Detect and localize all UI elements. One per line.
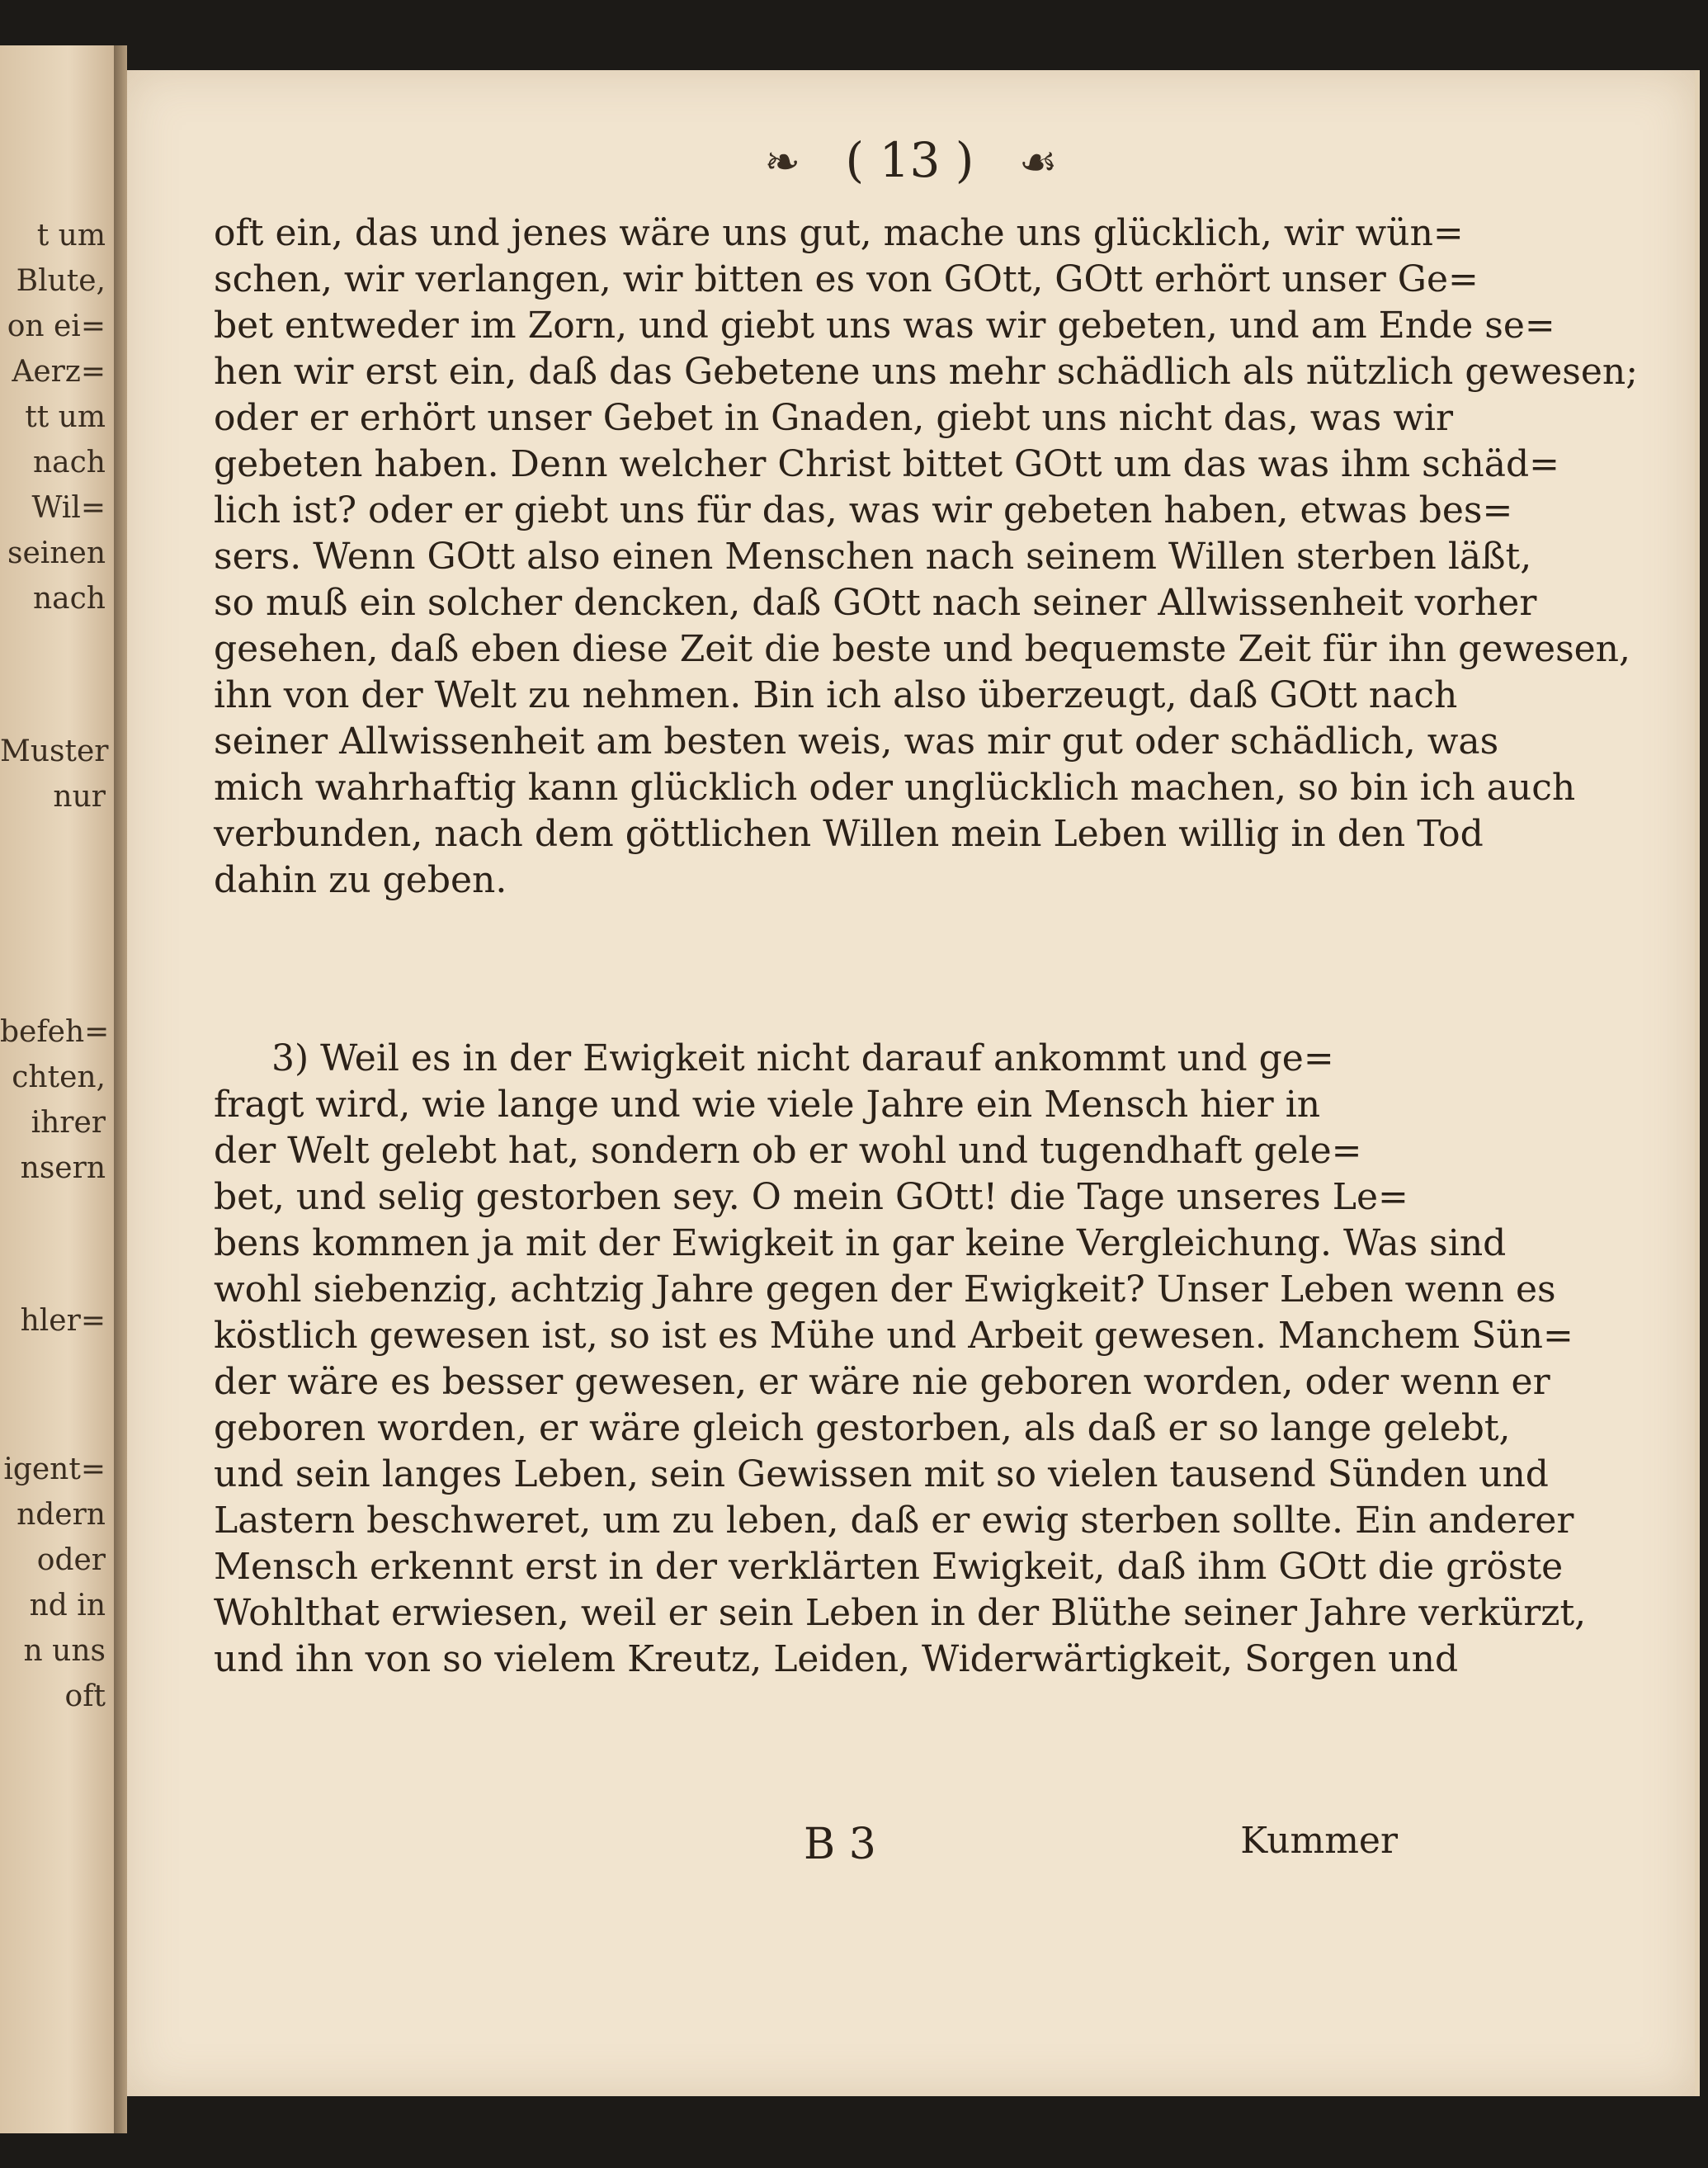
left-page-fragment: Blute,: [16, 264, 106, 298]
page-number: ( 13 ): [845, 132, 974, 188]
text-line: seiner Allwissenheit am besten weis, was mir gut oder schädlich, was: [214, 720, 1499, 763]
left-page-edge: [0, 45, 114, 2133]
text-line: so muß ein solcher dencken, daß GOtt nach seiner Allwissenheit vorher: [214, 582, 1537, 624]
text-line: mich wahrhaftig kann glücklich oder unglücklich machen, so bin ich auch: [214, 767, 1576, 809]
ornament-right-icon: ☙: [1018, 138, 1058, 187]
left-page-fragment: Muster: [0, 734, 109, 768]
text-line: dahin zu geben.: [214, 859, 507, 901]
book-page: [127, 70, 1695, 2096]
text-line: hen wir erst ein, daß das Gebetene uns mehr schädlich als nützlich gewesen;: [214, 351, 1639, 393]
text-line: Lastern beschweret, um zu leben, daß er ewig sterben sollte. Ein anderer: [214, 1500, 1574, 1542]
text-line: geboren worden, er wäre gleich gestorben, als daß er so lange gelebt,: [214, 1407, 1511, 1449]
text-line: und sein langes Leben, sein Gewissen mit so vielen tausend Sünden und: [214, 1453, 1549, 1495]
page-header: [127, 132, 1695, 188]
text-line: sers. Wenn GOtt also einen Menschen nach seinem Willen sterben läßt,: [214, 536, 1532, 578]
text-line: Wohlthat erwiesen, weil er sein Leben in der Blüthe seiner Jahre verkürzt,: [214, 1592, 1587, 1634]
left-page-fragment: nsern: [20, 1151, 106, 1185]
text-line: bens kommen ja mit der Ewigkeit in gar keine Vergleichung. Was sind: [214, 1222, 1507, 1264]
text-line: der Welt gelebt hat, sondern ob er wohl und tugendhaft gele=: [214, 1130, 1362, 1172]
left-page-fragment: nach: [33, 446, 106, 479]
left-page-fragment: nach: [33, 582, 106, 616]
left-page-fragment: nd in: [29, 1589, 106, 1622]
book-gutter: [114, 45, 127, 2133]
paragraph-1: [214, 210, 1639, 904]
left-page-fragment: chten,: [12, 1060, 106, 1094]
text-line: oder er erhört unser Gebet in Gnaden, giebt uns nicht das, was wir: [214, 397, 1453, 439]
left-page-fragment: hler=: [20, 1304, 106, 1338]
left-page-fragment: seinen: [7, 536, 106, 570]
text-line: und ihn von so vielem Kreutz, Leiden, Widerwärtigkeit, Sorgen und: [214, 1638, 1459, 1680]
left-page-fragment: n uns: [23, 1634, 106, 1668]
signature-mark: B 3: [804, 1820, 876, 1869]
left-page-fragment: Aerz=: [12, 355, 106, 389]
text-line: der wäre es besser gewesen, er wäre nie geboren worden, oder wenn er: [214, 1361, 1550, 1403]
left-page-fragment: t um: [36, 219, 106, 253]
text-line: bet, und selig gestorben sey. O mein GOtt! die Tage unseres Le=: [214, 1176, 1408, 1218]
text-line: lich ist? oder er giebt uns für das, was wir gebeten haben, etwas bes=: [214, 489, 1513, 531]
ornament-left-icon: ❧: [764, 138, 801, 187]
text-line: 3) Weil es in der Ewigkeit nicht darauf ankommt und ge=: [271, 1037, 1334, 1079]
left-page-fragment: befeh=: [0, 1015, 110, 1049]
text-line: wohl siebenzig, achtzig Jahre gegen der Ewigkeit? Unser Leben wenn es: [214, 1268, 1556, 1311]
text-line: ihn von der Welt zu nehmen. Bin ich also überzeugt, daß GOtt nach: [214, 674, 1458, 716]
text-line: bet entweder im Zorn, und giebt uns was wir gebeten, und am Ende se=: [214, 305, 1555, 347]
left-page-fragment: oder: [36, 1543, 106, 1577]
text-line: gebeten haben. Denn welcher Christ bittet GOtt um das was ihm schäd=: [214, 443, 1559, 485]
text-line: gesehen, daß eben diese Zeit die beste und bequemste Zeit für ihn gewesen,: [214, 628, 1631, 670]
text-line: fragt wird, wie lange und wie viele Jahre ein Mensch hier in: [214, 1084, 1321, 1126]
text-line: verbunden, nach dem göttlichen Willen mein Leben willig in den Tod: [214, 813, 1484, 855]
left-page-fragment: nur: [53, 780, 106, 814]
text-line: köstlich gewesen ist, so ist es Mühe und Arbeit gewesen. Manchem Sün=: [214, 1315, 1574, 1357]
left-page-fragment: ihrer: [31, 1106, 106, 1140]
text-line: oft ein, das und jenes wäre uns gut, mache uns glücklich, wir wün=: [214, 212, 1464, 254]
paragraph-2: [214, 1036, 1587, 1683]
text-line: Mensch erkennt erst in der verklärten Ewigkeit, daß ihm GOtt die gröste: [214, 1546, 1564, 1588]
left-page-fragment: tt um: [25, 400, 106, 434]
left-page-fragment: ndern: [17, 1498, 106, 1532]
left-page-fragment: oft: [64, 1679, 106, 1713]
left-page-fragment: on ei=: [7, 309, 106, 343]
left-page-fragment: Wil=: [31, 491, 106, 525]
left-page-fragment: igent=: [3, 1452, 106, 1486]
text-line: schen, wir verlangen, wir bitten es von GOtt, GOtt erhört unser Ge=: [214, 258, 1479, 300]
catchword: Kummer: [1240, 1820, 1398, 1862]
